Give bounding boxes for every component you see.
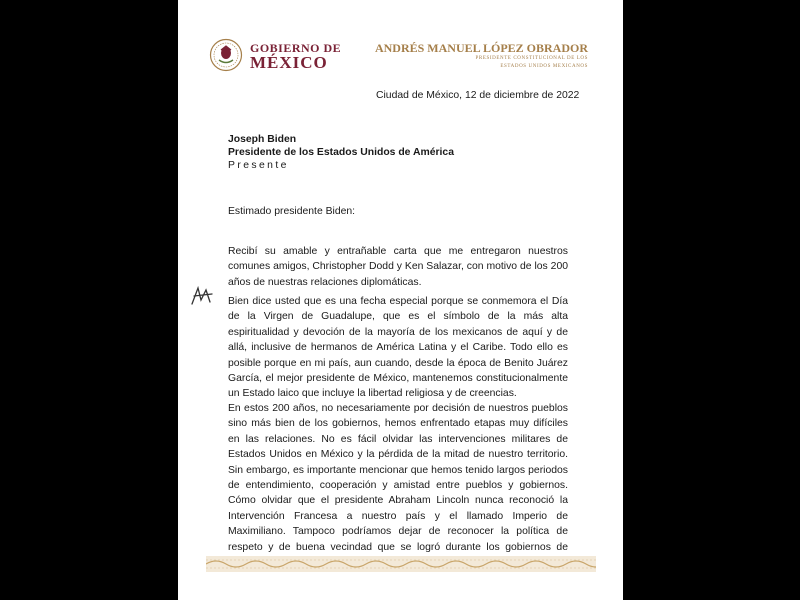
handwritten-initial-mark <box>188 282 216 310</box>
paragraph-1: Recibí su amable y entrañable carta que me entregaron nuestros comunes amigos, Christopher Dodd y Ken Salazar, con motivo de los 200 años de nuestras relaciones diplomáticas. <box>228 246 568 288</box>
president-name: ANDRÉS MANUEL LÓPEZ OBRADOR <box>374 41 588 55</box>
president-title-line2: ESTADOS UNIDOS MEXICANOS <box>500 64 588 69</box>
national-emblem-icon <box>209 38 243 72</box>
decorative-footer-band <box>206 556 596 572</box>
gov-line2: MÉXICO <box>250 53 328 72</box>
recipient-title: Presidente de los Estados Unidos de América <box>228 147 454 158</box>
salutation: Estimado presidente Biden: <box>228 206 356 217</box>
paragraph-3: En estos 200 años, no necesariamente por decisión de nuestros pueblos sino más bien de los gobiernos, hemos enfrentado etapas muy difíciles en las relaciones. No es fácil olvidar las intervenciones militares de Estados Unidos en México y la pérdida de la mitad de nuestro territorio. Sin embargo, es importante mencionar que hemos tenido largos periodos de entendimiento, cooperación y amistad entre pueblos y gobiernos. Cómo olvidar que el presidente Abraham Lincoln nunca reconoció la Intervención Francesa a nuestro país y el llamado Imperio de Maximiliano. Tampoco podríamos dejar de reconocer la política de respeto y de buena vecindad que se logró durante los gobiernos de <box>228 403 568 553</box>
president-title-line1: PRESIDENTE CONSTITUCIONAL DE LOS <box>475 56 588 61</box>
recipient-present: Presente <box>228 160 289 171</box>
letter-date: Ciudad de México, 12 de diciembre de 2022 <box>376 90 580 101</box>
gov-line1: GOBIERNO DE <box>250 41 342 55</box>
recipient-name: Joseph Biden <box>228 134 297 145</box>
paragraph-2: Bien dice usted que es una fecha especial porque se conmemora el Día de la Virgen de Guadalupe, que es el símbolo de la más alta espiritualidad y devoción de la mayoría de los mexicanos de aquí y de allá, inclusive de hermanos de América Latina y el Caribe. Todo ello es posible porque en mi país, aun cuando, desde la época de Benito Juárez García, el mejor presidente de México, mantenemos constitucionalmente un Estado laico que incluye la libertad religiosa y de creencias. <box>228 296 568 400</box>
